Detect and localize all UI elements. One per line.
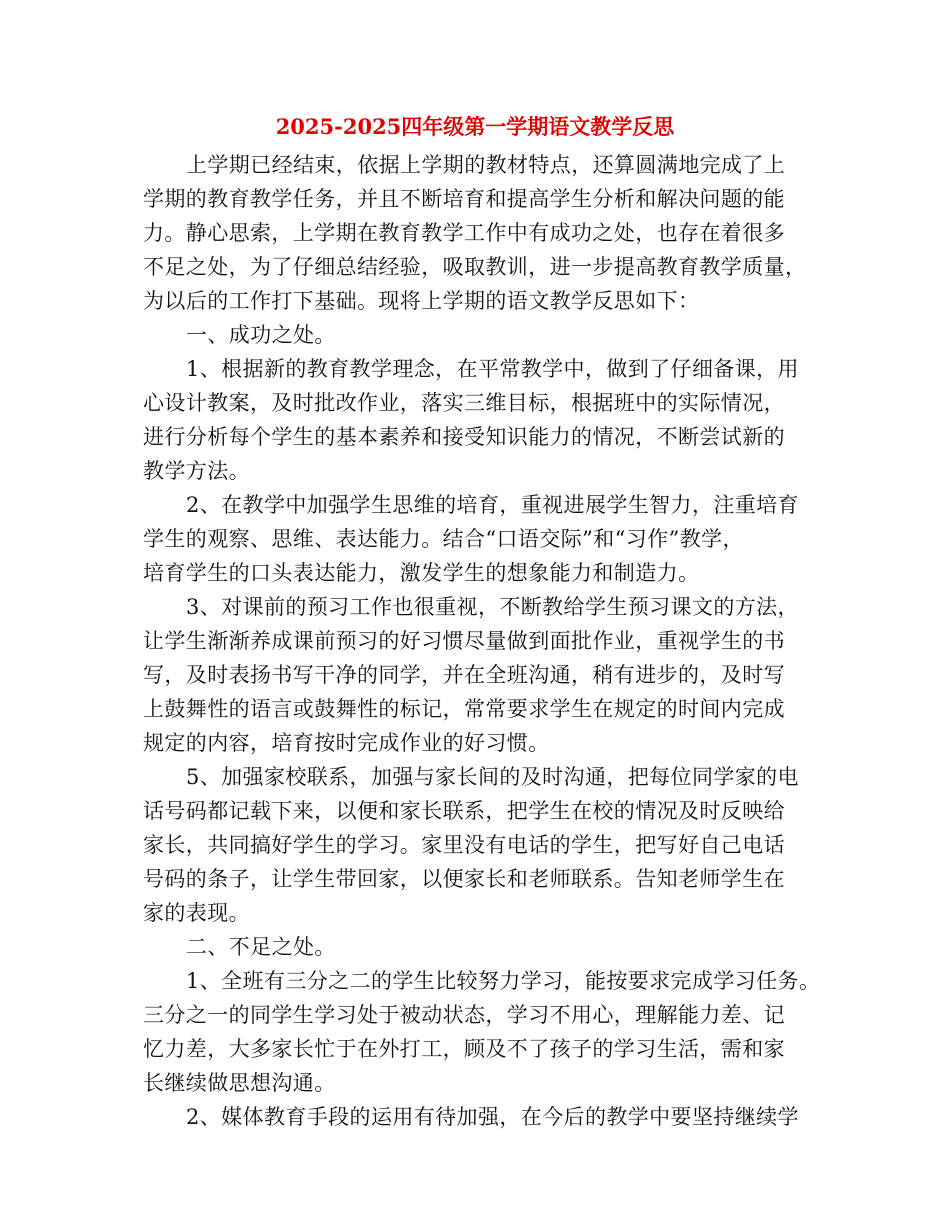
section-heading: 一、成功之处。	[186, 323, 336, 347]
text-line: 上鼓舞性的语言或鼓舞性的标记，常常要求学生在规定的时间内完成	[143, 697, 785, 721]
text-line: 家长，共同搞好学生的学习。家里没有电话的学生，把写好自己电话	[143, 833, 785, 857]
text-line: 力。静心思索，上学期在教育教学工作中有成功之处，也存在着很多	[143, 221, 785, 245]
text-line: 话号码都记载下来，以便和家长联系，把学生在校的情况及时反映给	[143, 799, 785, 823]
text-line: 不足之处，为了仔细总结经验，吸取教训，进一步提高教育教学质量，	[143, 255, 807, 279]
text-line: 学生的观察、思维、表达能力。结合“口语交际”和“习作”教学，	[143, 527, 744, 551]
text-line: 上学期已经结束，依据上学期的教材特点，还算圆满地完成了上	[186, 153, 786, 177]
text-line: 学期的教育教学任务，并且不断培育和提高学生分析和解决问题的能	[143, 187, 785, 211]
text-line: 进行分析每个学生的基本素养和接受知识能力的情况，不断尝试新的	[143, 425, 785, 449]
text-line: 家的表现。	[143, 901, 250, 925]
text-line: 写，及时表扬书写干净的同学，并在全班沟通，稍有进步的，及时写	[143, 663, 785, 687]
text-line: 3、对课前的预习工作也很重视，不断教给学生预习课文的方法，	[186, 595, 799, 619]
text-line: 长继续做思想沟通。	[143, 1071, 336, 1095]
text-line: 5、加强家校联系，加强与家长间的及时沟通，把每位同学家的电	[186, 765, 799, 789]
text-line: 2、在教学中加强学生思维的培育，重视进展学生智力，注重培育	[186, 493, 799, 517]
text-line: 为以后的工作打下基础。现将上学期的语文教学反思如下：	[143, 289, 700, 313]
text-line: 让学生渐渐养成课前预习的好习惯尽量做到面批作业，重视学生的书	[143, 629, 785, 653]
document-title: 2025-2025四年级第一学期语文教学反思	[275, 114, 675, 139]
text-line: 心设计教案，及时批改作业，落实三维目标，根据班中的实际情况，	[143, 391, 785, 415]
text-line: 忆力差，大多家长忙于在外打工，顾及不了孩子的学习生活，需和家	[143, 1037, 785, 1061]
text-line: 1、全班有三分之二的学生比较努力学习，能按要求完成学习任务。	[186, 969, 821, 993]
text-line: 培育学生的口头表达能力，激发学生的想象能力和制造力。	[143, 561, 700, 585]
text-line: 号码的条子，让学生带回家，以便家长和老师联系。告知老师学生在	[143, 867, 785, 891]
text-line: 三分之一的同学生学习处于被动状态，学习不用心，理解能力差、记	[143, 1003, 785, 1027]
text-line: 教学方法。	[143, 459, 250, 483]
text-line: 规定的内容，培育按时完成作业的好习惯。	[143, 731, 550, 755]
text-line: 2、媒体教育手段的运用有待加强，在今后的教学中要坚持继续学	[186, 1105, 799, 1129]
text-line: 1、根据新的教育教学理念，在平常教学中，做到了仔细备课，用	[186, 357, 799, 381]
section-heading: 二、不足之处。	[186, 935, 336, 959]
